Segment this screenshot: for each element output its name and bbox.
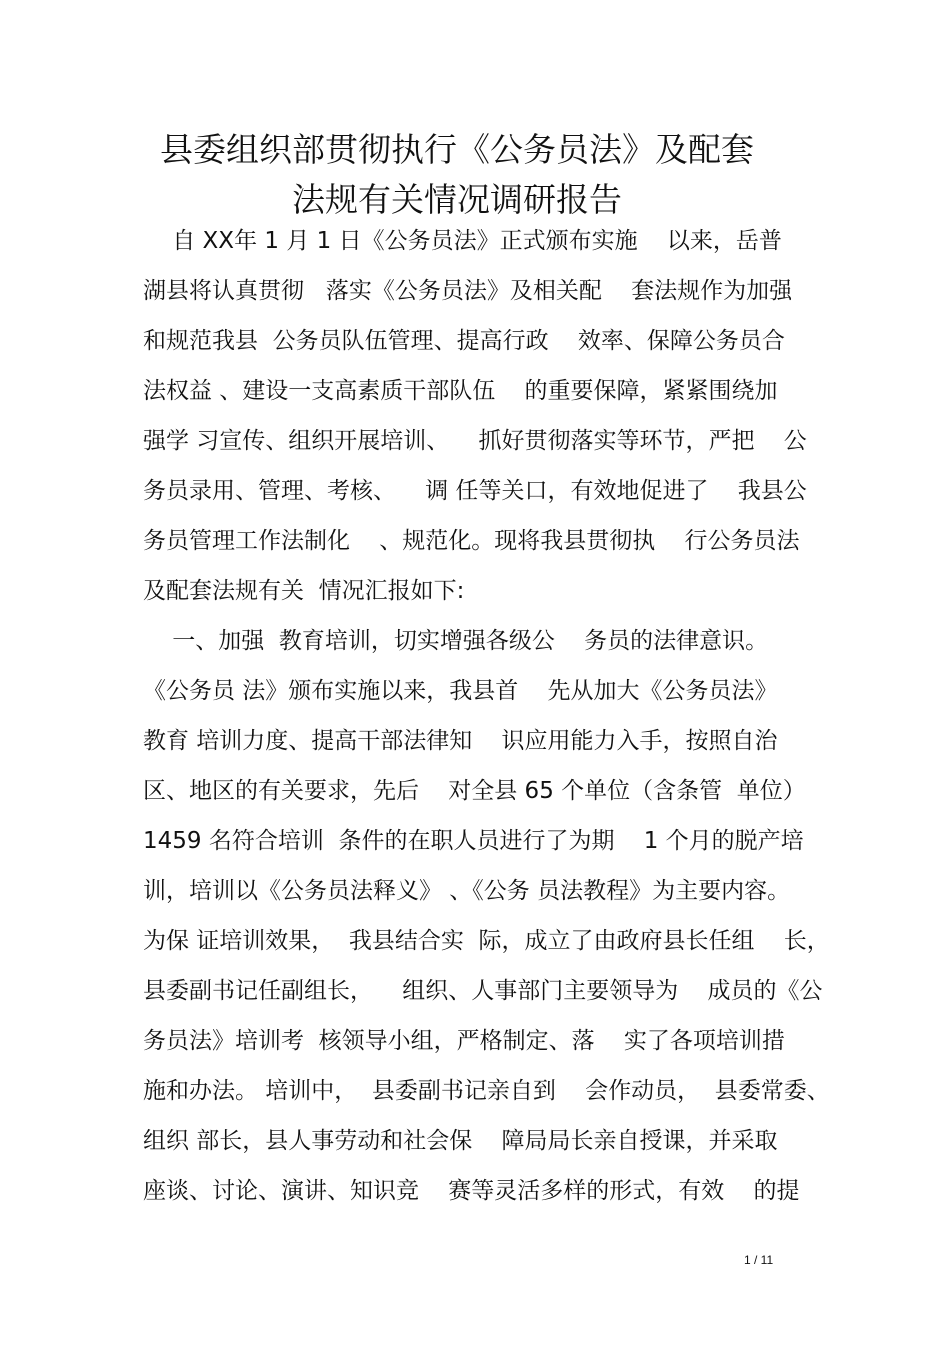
- body-line: 自 XX年 1 月 1 日《公务员法》正式颁布实施 以来，岳普: [143, 228, 782, 254]
- document-title-line-2: 法规有关情况调研报告: [292, 180, 622, 219]
- body-line: 务员管理工作法制化 、规范化。现将我县贯彻执 行公务员法: [143, 528, 800, 554]
- body-line: 施和办法。 培训中， 县委副书记亲自到 会作动员， 县委常委、: [143, 1078, 830, 1104]
- body-line: 组织 部长，县人事劳动和社会保 障局局长亲自授课，并采取: [143, 1128, 778, 1154]
- body-line: 为保 证培训效果， 我县结合实 际，成立了由政府县长任组 长，: [143, 928, 830, 954]
- body-line: 县委副书记任副组长， 组织、人事部门主要领导为 成员的《公: [143, 978, 823, 1004]
- body-line: 强学 习宣传、组织开展培训、 抓好贯彻落实等环节，严把 公: [143, 428, 807, 454]
- body-line: 一、加强 教育培训，切实增强各级公 务员的法律意识。: [143, 628, 769, 654]
- body-line: 座谈、讨论、演讲、知识竞 赛等灵活多样的形式，有效 的提: [143, 1178, 800, 1204]
- page-number: 1 / 11: [744, 1253, 774, 1267]
- body-line: 务员录用、管理、考核、 调 任等关口，有效地促进了 我县公: [143, 478, 807, 504]
- body-line: 教育 培训力度、提高干部法律知 识应用能力入手，按照自治: [143, 728, 778, 754]
- body-line: 和规范我县 公务员队伍管理、提高行政 效率、保障公务员合: [143, 328, 785, 354]
- body-line: 《公务员 法》颁布实施以来，我县首 先从加大《公务员法》: [143, 678, 778, 704]
- document-title-line-1: 县委组织部贯彻执行《公务员法》及配套: [160, 130, 754, 169]
- body-line: 区、地区的有关要求，先后 对全县 65 个单位（含条管 单位）: [143, 778, 806, 804]
- body-line: 1459 名符合培训 条件的在职人员进行了为期 1 个月的脱产培: [143, 828, 804, 854]
- body-line: 训，培训以《公务员法释义》 、《公务 员法教程》为主要内容。: [143, 878, 791, 904]
- body-line: 湖县将认真贯彻 落实《公务员法》及相关配 套法规作为加强: [143, 278, 793, 304]
- body-line: 务员法》培训考 核领导小组，严格制定、落 实了各项培训措: [143, 1028, 785, 1054]
- body-line: 及配套法规有关 情况汇报如下:: [143, 578, 465, 604]
- body-line: 法权益 、建设一支高素质干部队伍 的重要保障，紧紧围绕加: [143, 378, 778, 404]
